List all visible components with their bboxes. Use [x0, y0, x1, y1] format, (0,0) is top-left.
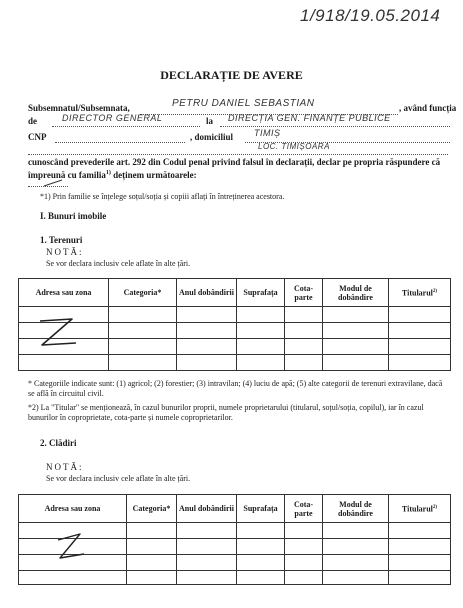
declarant-function: DIRECTOR GENERAL [62, 113, 163, 123]
handwritten-z-mark-2 [50, 530, 90, 570]
header-adresa: Adresa sau zona [19, 279, 109, 307]
cladiri-header-row [19, 495, 451, 523]
header-anul: Anul dobândirii [177, 495, 237, 523]
table-row [19, 307, 451, 323]
header-anul: Anul dobândirii [177, 279, 237, 307]
header-categoria: Categoria* [109, 279, 177, 307]
header-titularul: Titularul$^{2)}$ [389, 495, 451, 523]
footnote-family: *1) Prin familie se înțelege soțul/soția și copiii aflați în întreținerea acestora. [40, 192, 285, 201]
table-row [19, 323, 451, 339]
declarant-name: PETRU DANIEL SEBASTIAN [172, 98, 315, 109]
header-adresa: Adresa sau zona [19, 495, 127, 523]
header-modul: Modul de dobândire [323, 279, 389, 307]
label-avand-functia: , având funcția [399, 103, 457, 113]
handwritten-z-mark-1 [34, 315, 80, 355]
label-de: de [28, 116, 37, 126]
registration-stamp: 1/918/19.05.2014 [300, 6, 441, 25]
terenuri-table [18, 278, 451, 371]
nota-label-2: NOTĂ: [46, 462, 84, 472]
label-domiciliul: , domiciliul [190, 132, 234, 142]
footnote-titular: *2) La "Titular" se menționează, în cazul bunurilor proprii, numele proprietarului (titularul, soțul/soția, copilul), iar în cazul bunurilor în coproprietate, cota-parte și numele coproprietarilor. [28, 403, 424, 422]
label-la: la [206, 116, 214, 126]
subsection-terenuri: 1. Terenuri [40, 235, 83, 245]
nota-text-1: Se vor declara inclusiv cele aflate în alte țări. [46, 259, 191, 268]
function-underline [52, 126, 200, 127]
declarant-institution: DIRECȚIA GEN. FINANȚE PUBLICE [228, 113, 391, 123]
handwritten-slash [42, 178, 64, 188]
document-title: DECLARAȚIE DE AVERE [160, 68, 303, 82]
subsection-cladiri: 2. Clădiri [40, 438, 77, 448]
table-row [19, 571, 451, 585]
label-cnp: CNP [28, 132, 47, 142]
institution-underline [220, 126, 450, 127]
terenuri-header-row [19, 279, 451, 307]
cnp-underline [55, 142, 185, 143]
table-row [19, 339, 451, 355]
nota-text-2: Se vor declara inclusiv cele aflate în alte țări. [46, 474, 191, 483]
header-cota: Cota-parte [285, 495, 323, 523]
header-categoria: Categoria* [127, 495, 177, 523]
table-row [19, 355, 451, 371]
header-suprafata: Suprafața [237, 279, 285, 307]
domicile-underline-2 [28, 154, 448, 155]
section-bunuri-imobile: I. Bunuri imobile [40, 211, 107, 221]
label-subsemnatul: Subsemnatul/Subsemnata, [28, 103, 130, 113]
declarant-domicile: TIMIȘ [254, 128, 281, 138]
nota-label-1: NOTĂ: [46, 247, 84, 257]
header-titularul: Titularul$^{2)}$ [389, 279, 451, 307]
header-suprafata: Suprafața [237, 495, 285, 523]
header-modul: Modul de dobândire [323, 495, 389, 523]
declaration-statement: cunoscând prevederile art. 292 din Codul penal privind falsul în declarații, declar pe propria răspundere că împreună cu familia$^{1)}$ deținem următoarele: [28, 157, 441, 180]
declarant-domicile-line2: LOC. TIMIȘOARA [258, 142, 330, 151]
header-cota: Cota-parte [285, 279, 323, 307]
footnote-categorii: * Categoriile indicate sunt: (1) agricol; (2) forestier; (3) intravilan; (4) luciu de apă; (5) alte categorii de terenuri extravilane, dacă se află în circuitul civil. [28, 379, 443, 398]
